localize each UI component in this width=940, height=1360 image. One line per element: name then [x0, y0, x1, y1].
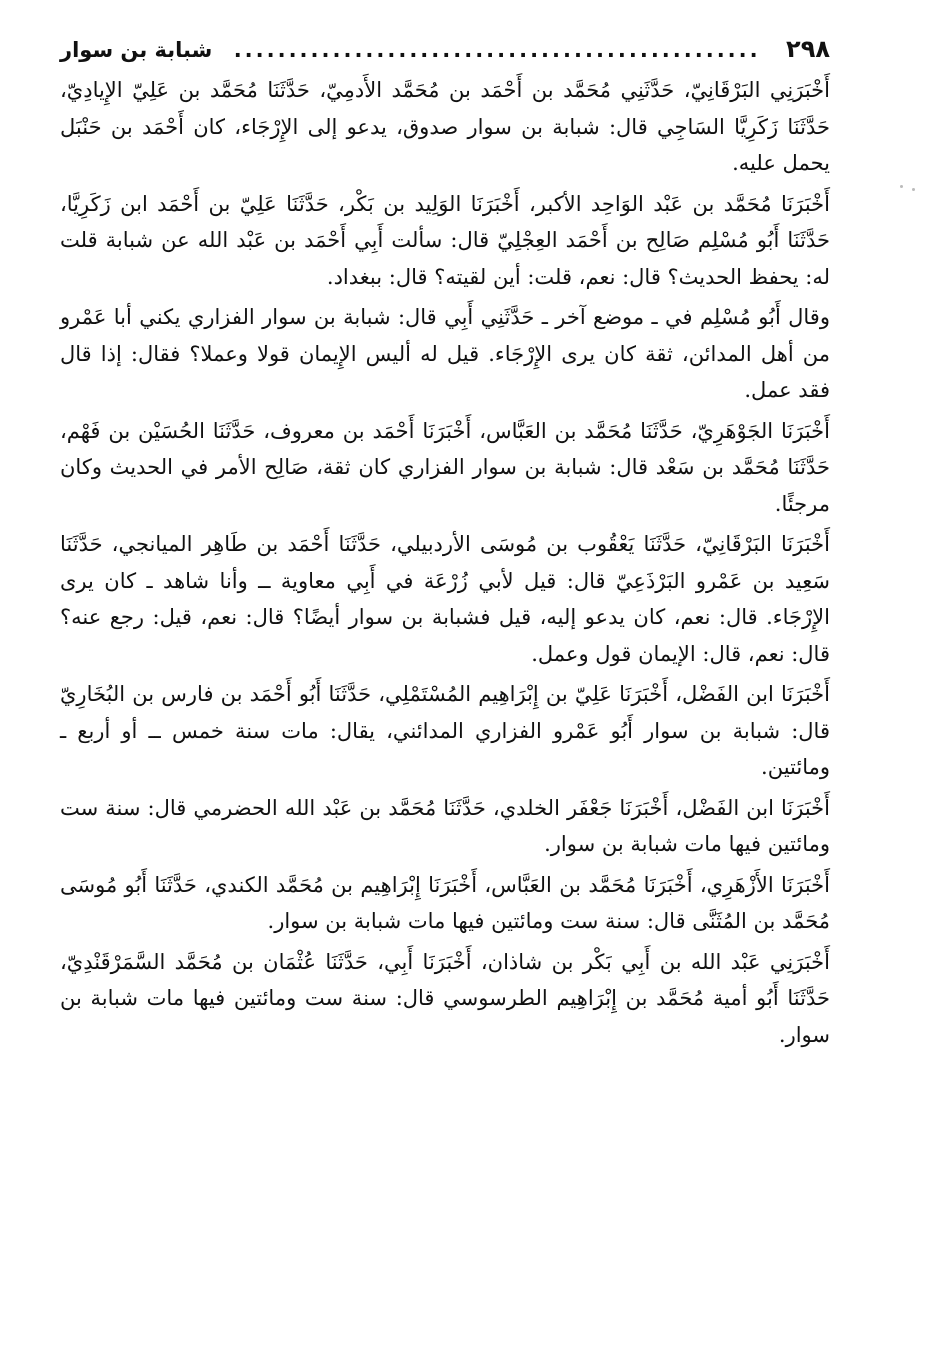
body-text — [60, 72, 830, 1053]
paragraph: أَخْبَرَنَا البَرْقَانِيّ، حَدَّثَنَا يَعْقُوب بن مُوسَى الأردبيلي، حَدَّثَنَا أَحْمَد بن طَاهِر الميانجي، حَدَّثَنَا سَعِيد بن عَمْرو البَرْذَعِيّ قال: قيل لأبي زُرْعَة في أَبِي معاوية ــ وأنا شاهد ـ كان يرى الإِرْجَاء. قال: نعم، كان يدعو إليه، قيل فشبابة بن سوار أيضًا؟ قال: نعم، قيل: رجع عنه؟ قال: نعم، قال: الإيمان قول وعمل. — [60, 532, 830, 666]
header-leader-dots: ................................................ — [233, 38, 761, 62]
paragraph: أَخْبَرَنَا الأَزْهَرِي، أَخْبَرَنَا مُحَمَّد بن العَبَّاس، أَخْبَرَنَا إِبْرَاهِيم بن مُحَمَّد الكندي، حَدَّثَنَا أَبُو مُوسَى مُحَمَّد بن المُثَنَّى قال: سنة ست ومائتين فيها مات شبابة بن سوار. — [60, 872, 830, 933]
paragraph: وقال أَبُو مُسْلِم في ـ موضع آخر ـ حَدَّثَنِي أَبِي قال: شبابة بن سوار الفزاري يكني أبا عَمْرو من أهل المدائن، ثقة كان يرى الإِرْجَاء. قيل له أليس الإِيمان قولا وعملا؟ فقال: إذا قال فقد عمل. — [60, 305, 830, 402]
scan-speck — [900, 185, 903, 188]
paragraph: أَخْبَرَنَا ابن الفَضْل، أَخْبَرَنَا عَلِيّ بن إِبْرَاهِيم المُسْتَمْلِي، حَدَّثَنَا أَبُو أَحْمَد بن فارس بن البُخَارِيّ قال: شبابة بن سوار أَبُو عَمْرو الفزاري المدائني، يقال: مات سنة خمس ــ أو أربع ـ ومائتين. — [60, 682, 830, 779]
scan-speck — [912, 188, 915, 191]
document-page — [60, 30, 830, 1340]
paragraph: أَخْبَرَنَا مُحَمَّد بن عَبْد الوَاحِد الأكبر، أَخْبَرَنَا الوَلِيد بن بَكْر، حَدَّثَنَا عَلِيّ بن أَحْمَد ابن زَكَرِيَّا، حَدَّثَنَا أَبُو مُسْلِم صَالِح بن أَحْمَد العِجْلِيّ قال: سألت أَبِي أَحْمَد بن عَبْد الله عن شبابة قلت له: يحفظ الحديث؟ قال: نعم، قلت: أين لقيته؟ قال: ببغداد. — [60, 191, 830, 289]
page-number: ٢٩٨ — [786, 35, 830, 63]
paragraph: أَخْبَرَنَا الجَوْهَرِيّ، حَدَّثَنَا مُحَمَّد بن العَبَّاس، أَخْبَرَنَا أَحْمَد بن معروف، حَدَّثَنَا الحُسَيْن بن فَهْم، حَدَّثَنَا مُحَمَّد بن سَعْد قال: شبابة بن سوار الفزاري كان ثقة، صَالِح الأمر في الحديث وكان مرجئًا. — [60, 418, 830, 516]
paragraph: أَخْبَرَنِي عَبْد الله بن أَبِي بَكْر بن شاذان، أَخْبَرَنَا أَبِي، حَدَّثَنَا عُثْمَان بن مُحَمَّد السَّمَرْقَنْدِيّ، حَدَّثَنَا أَبُو أمية مُحَمَّد بن إِبْرَاهِيم الطرسوسي قال: سنة ست ومائتين فيها مات شبابة بن سوار. — [60, 949, 830, 1047]
paragraph: أَخْبَرَنَا ابن الفَضْل، أَخْبَرَنَا جَعْفَر الخلدي، حَدَّثَنَا مُحَمَّد بن عَبْد الله الحضرمي قال: سنة ست ومائتين فيها مات شبابة بن سوار. — [60, 795, 830, 856]
paragraph: أَخْبَرَنِي البَرْقَانِيّ، حَدَّثَنِي مُحَمَّد بن أَحْمَد بن مُحَمَّد الأَدمِيّ، حَدَّثَنَا مُحَمَّد بن عَلِيّ الإِيادِيّ، حَدَّثَنَا زَكَرِيَّا السَاجِي قال: شبابة بن سوار صدوق، يدعو إلى الإِرْجَاء، كان أَحْمَد بن حَنْبَل يحمل عليه. — [60, 78, 830, 175]
running-header-title: شبابة بن سوار — [60, 38, 213, 62]
running-header — [60, 30, 830, 68]
